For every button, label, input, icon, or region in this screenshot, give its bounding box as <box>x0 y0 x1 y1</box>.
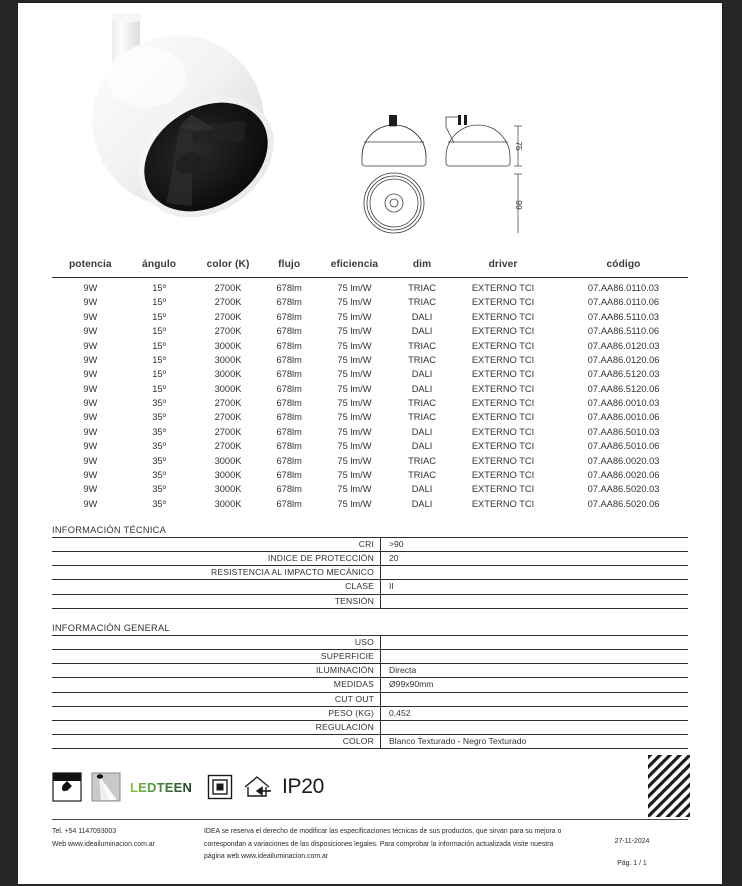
table-cell: 07.AA86.5110.06 <box>587 326 660 337</box>
info-value <box>381 650 689 664</box>
brand-logo-text: LEDTEEN <box>130 780 193 796</box>
table-cell: EXTERNO TCI <box>471 383 535 394</box>
column-header-cdigo: código <box>559 255 688 278</box>
table-cell: 75 lm/W <box>337 340 372 351</box>
info-label: TENSIÓN <box>52 594 381 608</box>
table-cell: EXTERNO TCI <box>471 455 535 466</box>
table-cell: 07.AA86.5010.06 <box>587 441 660 452</box>
spacer-above-tecnica <box>18 511 722 525</box>
table-cell: 75 lm/W <box>337 426 372 437</box>
table-cell: 9W <box>83 498 98 509</box>
table-cell: 678lm <box>276 383 302 394</box>
column-header-ngulo: ángulo <box>129 255 190 278</box>
tecnica-table <box>52 537 688 609</box>
table-cell: 3000K <box>214 469 242 480</box>
table-cell: 9W <box>83 383 98 394</box>
table-cell: 9W <box>83 340 98 351</box>
info-row <box>52 650 688 664</box>
surface-mount-icon <box>52 772 82 802</box>
footer-disclaimer: IDEA se reserva el derecho de modificar las especificaciones técnicas de sus productos, que sirvan para su mejora o correspondan a variaciones de las disposiciones legales. Para comprobar la información actualizada visite nuestra página web www.ideailuminacion.com.ar <box>204 828 562 860</box>
table-cell: DALI <box>411 484 433 495</box>
info-value <box>381 635 689 649</box>
column-header-colork: color (K) <box>190 255 267 278</box>
dimension-height-label: 75 <box>514 141 524 151</box>
table-cell: 07.AA86.5020.06 <box>587 498 660 509</box>
info-value: II <box>381 580 689 594</box>
table-cell: 678lm <box>276 426 302 437</box>
table-cell: EXTERNO TCI <box>471 498 535 509</box>
table-cell: 35º <box>152 484 167 495</box>
certification-badges <box>52 765 688 809</box>
table-cell: EXTERNO TCI <box>471 354 535 365</box>
page-footer <box>52 826 688 869</box>
product-imagery <box>18 3 722 243</box>
table-cell: EXTERNO TCI <box>471 297 535 308</box>
info-row <box>52 635 688 649</box>
table-cell: 75 lm/W <box>337 441 372 452</box>
table-cell: 9W <box>83 398 98 408</box>
table-cell: TRIAC <box>408 283 436 293</box>
table-cell: 15º <box>152 383 167 394</box>
table-cell: 9W <box>83 455 98 466</box>
general-table <box>52 635 688 750</box>
table-row <box>52 324 688 338</box>
dimension-diameter-label: 99 <box>514 200 524 210</box>
indoor-use-icon <box>242 774 274 800</box>
table-cell: 9W <box>83 297 98 308</box>
column-header-dim: dim <box>397 255 447 278</box>
table-cell: 678lm <box>276 412 302 423</box>
info-value <box>381 692 689 706</box>
table-cell: 75 lm/W <box>337 326 372 337</box>
table-cell: EXTERNO TCI <box>471 340 535 351</box>
spacer-above-general <box>18 609 722 623</box>
table-cell: TRIAC <box>408 354 436 365</box>
info-label: PESO (KG) <box>52 706 381 720</box>
general-section <box>52 623 688 750</box>
table-cell: TRIAC <box>408 469 436 480</box>
table-cell: 07.AA86.0010.06 <box>587 412 660 423</box>
table-cell: 3000K <box>214 383 242 394</box>
table-cell: 07.AA86.5110.03 <box>587 311 660 322</box>
table-cell: 678lm <box>276 455 302 466</box>
table-cell: EXTERNO TCI <box>471 326 535 337</box>
info-row <box>52 552 688 566</box>
table-cell: EXTERNO TCI <box>471 426 535 437</box>
table-header-row <box>52 255 688 278</box>
column-header-flujo: flujo <box>266 255 311 278</box>
table-row <box>52 367 688 381</box>
table-row <box>52 453 688 467</box>
table-cell: 75 lm/W <box>337 412 372 423</box>
info-label: REGULACIÓN <box>52 721 381 735</box>
column-header-potencia: potencia <box>52 255 129 278</box>
table-cell: EXTERNO TCI <box>471 484 535 495</box>
table-row <box>52 496 688 510</box>
info-row <box>52 735 688 749</box>
table-cell: EXTERNO TCI <box>471 283 535 293</box>
table-cell: 75 lm/W <box>337 383 372 394</box>
table-cell: EXTERNO TCI <box>471 398 535 408</box>
info-label: ILUMINACIÓN <box>52 664 381 678</box>
table-cell: 07.AA86.0010.03 <box>587 398 660 408</box>
table-cell: 3000K <box>214 455 242 466</box>
info-label: SUPERFICIE <box>52 650 381 664</box>
table-cell: 678lm <box>276 398 302 408</box>
table-row <box>52 310 688 324</box>
technical-drawing <box>348 95 528 235</box>
info-label: USO <box>52 635 381 649</box>
info-label: INDICE DE PROTECCIÓN <box>52 552 381 566</box>
footer-date: 27-11-2024 <box>614 838 650 846</box>
table-cell: 678lm <box>276 326 302 337</box>
table-cell: TRIAC <box>408 297 436 308</box>
tecnica-section <box>52 525 688 609</box>
table-cell: 07.AA86.0120.06 <box>587 354 660 365</box>
table-cell: 15º <box>152 340 167 351</box>
table-cell: 75 lm/W <box>337 311 372 322</box>
footer-contact <box>52 826 204 869</box>
table-cell: 9W <box>83 426 98 437</box>
table-cell: EXTERNO TCI <box>471 412 535 423</box>
table-cell: 15º <box>152 297 167 308</box>
info-value: Directa <box>381 664 689 678</box>
info-value: >90 <box>381 537 689 551</box>
info-label: RESISTENCIA AL IMPACTO MECÁNICO <box>52 566 381 580</box>
info-value <box>381 566 689 580</box>
table-cell: 35º <box>152 498 167 509</box>
info-label: CRI <box>52 537 381 551</box>
table-cell: 75 lm/W <box>337 498 372 509</box>
footer-divider <box>52 819 688 820</box>
table-cell: 9W <box>83 469 98 480</box>
table-cell: EXTERNO TCI <box>471 311 535 322</box>
class-two-icon <box>207 774 233 800</box>
table-cell: DALI <box>411 441 433 452</box>
footer-web: Web www.ideailuminacion.com.ar <box>52 840 155 848</box>
footer-page-number: Pág. 1 / 1 <box>617 859 647 867</box>
table-cell: 15º <box>152 311 167 322</box>
table-cell: 07.AA86.5120.03 <box>587 369 660 380</box>
table-cell: 75 lm/W <box>337 484 372 495</box>
table-cell: 2700K <box>214 283 242 293</box>
info-value: 20 <box>381 552 689 566</box>
info-row <box>52 537 688 551</box>
footer-meta <box>576 826 688 869</box>
table-cell: 07.AA86.0110.03 <box>587 283 660 293</box>
table-cell: 678lm <box>276 283 302 293</box>
info-value <box>381 594 689 608</box>
table-cell: 35º <box>152 469 167 480</box>
table-cell: 07.AA86.5120.06 <box>587 383 660 394</box>
info-label: COLOR <box>52 735 381 749</box>
table-row <box>52 425 688 439</box>
table-cell: TRIAC <box>408 398 436 408</box>
info-label: CUT OUT <box>52 692 381 706</box>
table-cell: 15º <box>152 326 167 337</box>
table-cell: 75 lm/W <box>337 297 372 308</box>
table-cell: DALI <box>411 369 433 380</box>
table-cell: 07.AA86.0020.06 <box>587 469 660 480</box>
table-cell: 07.AA86.5010.03 <box>587 426 660 437</box>
table-cell: 678lm <box>276 311 302 322</box>
table-cell: 75 lm/W <box>337 283 372 293</box>
table-cell: 35º <box>152 455 167 466</box>
table-cell: 9W <box>83 441 98 452</box>
table-row <box>52 295 688 309</box>
table-cell: 2700K <box>214 398 242 408</box>
tecnica-title: INFORMACIÓN TÉCNICA <box>52 524 167 535</box>
table-cell: 2700K <box>214 311 242 322</box>
info-row <box>52 706 688 720</box>
info-row <box>52 692 688 706</box>
table-cell: DALI <box>411 326 433 337</box>
table-cell: DALI <box>411 498 433 509</box>
specification-table-body <box>52 278 688 511</box>
table-cell: 07.AA86.0120.03 <box>587 340 660 351</box>
table-row <box>52 338 688 352</box>
table-row <box>52 353 688 367</box>
table-cell: 75 lm/W <box>337 369 372 380</box>
specification-table-wrapper <box>52 255 688 511</box>
info-row <box>52 594 688 608</box>
table-cell: 3000K <box>214 369 242 380</box>
table-cell: 678lm <box>276 498 302 509</box>
table-cell: 75 lm/W <box>337 469 372 480</box>
info-row <box>52 721 688 735</box>
info-value: Ø99x90mm <box>381 678 689 692</box>
table-cell: 9W <box>83 369 98 380</box>
general-title: INFORMACIÓN GENERAL <box>52 622 170 633</box>
table-cell: 2700K <box>214 297 242 308</box>
table-cell: 678lm <box>276 354 302 365</box>
table-cell: 35º <box>152 441 167 452</box>
table-cell: 9W <box>83 311 98 322</box>
table-row <box>52 410 688 424</box>
table-cell: DALI <box>411 311 433 322</box>
info-value <box>381 721 689 735</box>
info-row <box>52 566 688 580</box>
table-row <box>52 468 688 482</box>
table-cell: EXTERNO TCI <box>471 369 535 380</box>
table-cell: 2700K <box>214 326 242 337</box>
table-row <box>52 381 688 395</box>
info-value: Blanco Texturado - Negro Texturado <box>381 735 689 749</box>
table-cell: 35º <box>152 426 167 437</box>
product-photo <box>60 5 305 237</box>
table-cell: 9W <box>83 326 98 337</box>
table-cell: EXTERNO TCI <box>471 469 535 480</box>
table-cell: DALI <box>411 426 433 437</box>
table-cell: 2700K <box>214 441 242 452</box>
table-cell: 75 lm/W <box>337 354 372 365</box>
table-cell: 678lm <box>276 441 302 452</box>
table-cell: EXTERNO TCI <box>471 441 535 452</box>
info-label: CLASE <box>52 580 381 594</box>
table-row <box>52 482 688 496</box>
column-header-eficiencia: eficiencia <box>312 255 397 278</box>
table-cell: 75 lm/W <box>337 398 372 408</box>
table-cell: 15º <box>152 283 167 293</box>
table-cell: DALI <box>411 383 433 394</box>
table-cell: 9W <box>83 412 98 423</box>
table-cell: 3000K <box>214 498 242 509</box>
info-row <box>52 678 688 692</box>
light-beam-icon <box>91 772 121 802</box>
table-cell: TRIAC <box>408 455 436 466</box>
table-cell: 678lm <box>276 484 302 495</box>
table-cell: 9W <box>83 283 98 293</box>
info-row <box>52 580 688 594</box>
table-cell: 9W <box>83 354 98 365</box>
footer-tel: Tel. +54 1147093003 <box>52 828 117 836</box>
table-cell: 3000K <box>214 354 242 365</box>
table-cell: 9W <box>83 484 98 495</box>
datasheet-page <box>18 2 723 884</box>
table-cell: 07.AA86.5020.03 <box>587 484 660 495</box>
info-value: 0,452 <box>381 706 689 720</box>
table-cell: 07.AA86.0110.06 <box>587 297 660 308</box>
brand-logo <box>130 778 198 796</box>
table-cell: 678lm <box>276 297 302 308</box>
table-row <box>52 396 688 410</box>
info-row <box>52 664 688 678</box>
table-cell: 678lm <box>276 340 302 351</box>
table-cell: 2700K <box>214 426 242 437</box>
table-cell: TRIAC <box>408 340 436 351</box>
hatch-pattern-block <box>648 755 690 822</box>
table-cell: 15º <box>152 354 167 365</box>
table-cell: 35º <box>152 398 167 408</box>
table-cell: 07.AA86.0020.03 <box>587 455 660 466</box>
ip-rating-label: IP20 <box>282 775 324 799</box>
table-cell: 15º <box>152 369 167 380</box>
table-cell: 678lm <box>276 469 302 480</box>
table-row <box>52 278 688 296</box>
front-elevation <box>362 115 426 166</box>
table-cell: 2700K <box>214 412 242 423</box>
table-cell: 35º <box>152 412 167 423</box>
info-label: MEDIDAS <box>52 678 381 692</box>
table-row <box>52 439 688 453</box>
table-cell: 3000K <box>214 340 242 351</box>
side-elevation <box>446 115 510 166</box>
table-cell: 678lm <box>276 369 302 380</box>
table-cell: TRIAC <box>408 412 436 423</box>
table-cell: 3000K <box>214 484 242 495</box>
table-cell: 75 lm/W <box>337 455 372 466</box>
column-header-driver: driver <box>447 255 559 278</box>
specification-table <box>52 255 688 511</box>
plan-view <box>364 173 424 233</box>
